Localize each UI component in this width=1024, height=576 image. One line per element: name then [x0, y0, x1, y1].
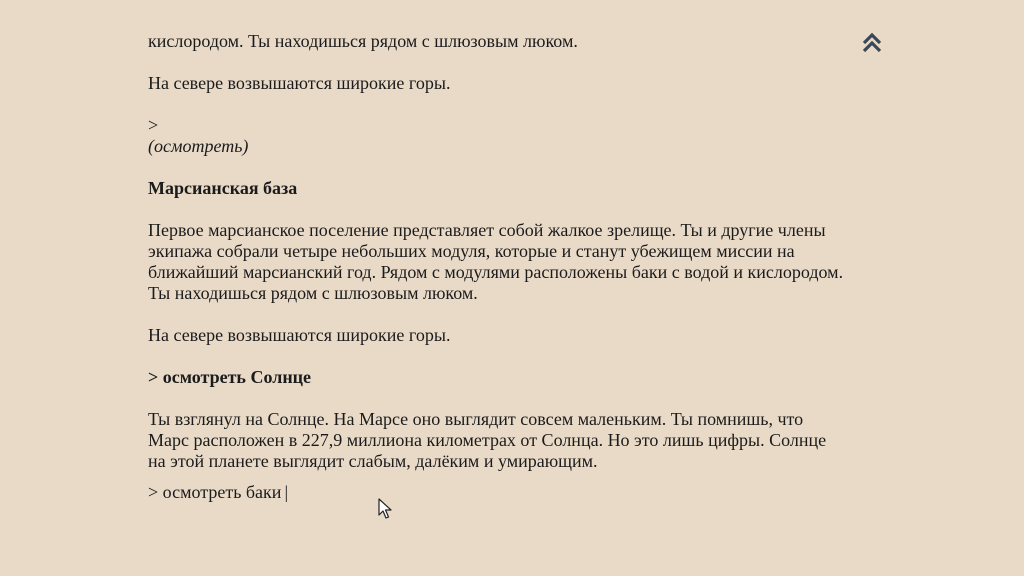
command-input[interactable]: осмотреть баки [162, 482, 282, 502]
command-input-line[interactable] [148, 482, 848, 503]
prompt-symbol: > [148, 115, 159, 135]
input-prompt: > [148, 482, 159, 502]
room-description: Первое марсианское поселение представляет собой жалкое зрелище. Ты и другие члены экипажа собрали четыре небольших модуля, которые и станут убежищем миссии на ближайший марсианский год. Рядом с модулями расположены баки с водой и кислородом. Ты находишься рядом с шлюзовым люком. [148, 220, 844, 303]
last-command: > осмотреть Солнце [148, 367, 312, 387]
double-chevron-up-icon[interactable] [862, 32, 882, 54]
room-exits: На севере возвышаются широкие горы. [148, 325, 451, 345]
room-title: Марсианская база [148, 178, 298, 198]
transcript [148, 31, 848, 503]
text-caret: | [284, 482, 289, 502]
implicit-command: (осмотреть) [148, 136, 249, 156]
prev-exits: На севере возвышаются широкие горы. [148, 73, 451, 93]
prev-room-tail: кислородом. Ты находишься рядом с шлюзовым люком. [148, 31, 578, 51]
last-response: Ты взглянул на Солнце. На Марсе оно выглядит совсем маленьким. Ты помнишь, что Марс расположен в 227,9 миллиона километрах от Солнца. Но это лишь цифры. Солнце на этой планете выглядит слабым, далёким и умирающим. [148, 409, 827, 471]
